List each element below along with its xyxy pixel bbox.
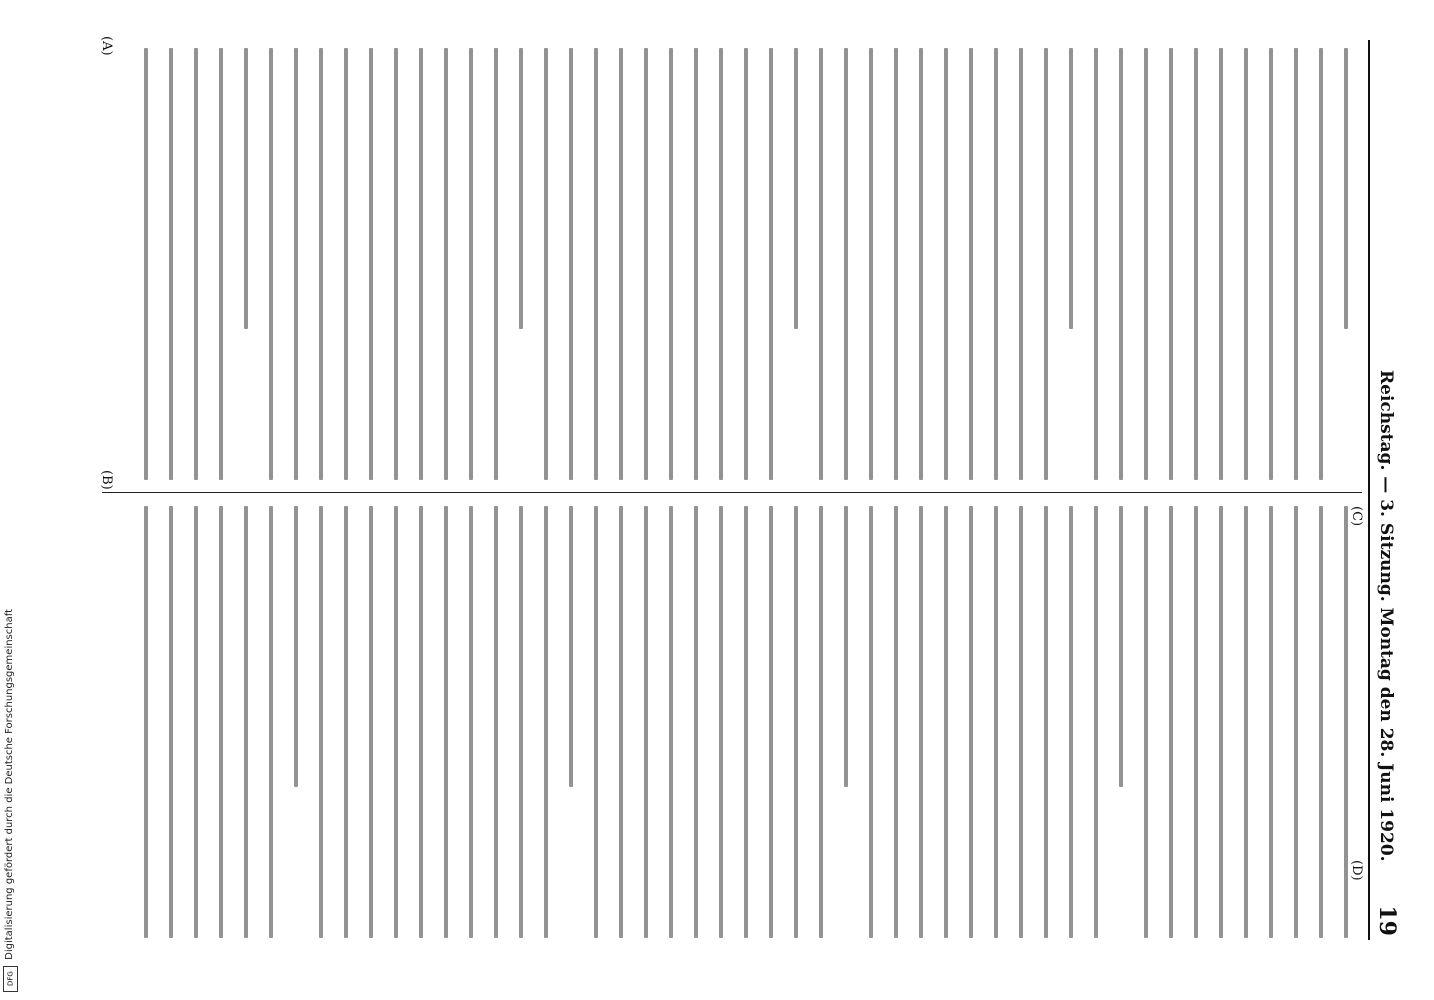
text-line-placeholder [444,48,448,480]
text-line-placeholder [219,506,223,938]
text-line-placeholder [719,506,723,938]
text-line-placeholder [994,506,998,938]
text-line-placeholder [369,48,373,480]
text-line-placeholder [694,506,698,938]
text-line-placeholder [294,48,298,480]
text-line-placeholder [269,506,273,938]
text-line-placeholder [1069,48,1073,329]
text-line-placeholder [1119,506,1123,787]
text-line-placeholder [394,506,398,938]
text-line-placeholder [719,48,723,480]
text-line-placeholder [344,506,348,938]
text-line-placeholder [269,48,273,480]
text-line-placeholder [169,506,173,938]
text-line-placeholder [619,506,623,938]
text-line-placeholder [144,506,148,938]
text-line-placeholder [219,48,223,480]
text-line-placeholder [794,506,798,938]
text-line-placeholder [1094,48,1098,480]
page-number: 19 [1374,905,1400,936]
margin-marker-a: (A) [99,36,114,56]
text-column-right [98,506,1348,938]
text-line-placeholder [494,48,498,480]
text-line-placeholder [694,48,698,480]
text-line-placeholder [1344,48,1348,329]
text-line-placeholder [969,48,973,480]
digitization-credit [0,0,22,1000]
text-line-placeholder [1319,48,1323,480]
margin-marker-b: (B) [99,470,114,490]
text-line-placeholder [244,48,248,329]
text-line-placeholder [469,48,473,480]
text-line-placeholder [344,48,348,480]
page-header [1368,40,1404,940]
text-line-placeholder [969,506,973,938]
text-line-placeholder [919,506,923,938]
text-line-placeholder [669,48,673,480]
text-line-placeholder [819,48,823,480]
text-line-placeholder [644,506,648,938]
text-line-placeholder [994,48,998,480]
text-line-placeholder [1019,48,1023,480]
text-line-placeholder [1294,506,1298,938]
scanned-page [84,36,1404,940]
text-line-placeholder [1194,48,1198,480]
text-line-placeholder [769,506,773,938]
text-line-placeholder [744,506,748,938]
text-line-placeholder [519,506,523,938]
text-line-placeholder [1269,48,1273,480]
text-line-placeholder [644,48,648,480]
text-line-placeholder [1294,48,1298,480]
text-line-placeholder [594,48,598,480]
text-column-left [98,48,1348,480]
text-line-placeholder [194,48,198,480]
text-line-placeholder [769,48,773,480]
text-line-placeholder [419,48,423,480]
text-line-placeholder [1119,48,1123,480]
text-line-placeholder [1319,506,1323,938]
text-line-placeholder [444,506,448,938]
text-line-placeholder [1094,506,1098,938]
text-line-placeholder [1244,506,1248,938]
text-line-placeholder [1144,506,1148,938]
text-line-placeholder [1219,506,1223,938]
text-line-placeholder [319,48,323,480]
text-line-placeholder [144,48,148,480]
text-line-placeholder [894,506,898,938]
text-line-placeholder [194,506,198,938]
text-line-placeholder [844,48,848,480]
text-line-placeholder [1069,506,1073,938]
text-line-placeholder [394,48,398,480]
column-divider [102,492,1362,493]
text-line-placeholder [919,48,923,480]
text-line-placeholder [1169,48,1173,480]
text-line-placeholder [1044,506,1048,938]
text-line-placeholder [244,506,248,938]
text-line-placeholder [569,506,573,787]
text-line-placeholder [944,48,948,480]
text-line-placeholder [1194,506,1198,938]
text-line-placeholder [369,506,373,938]
text-line-placeholder [1019,506,1023,938]
text-line-placeholder [844,506,848,787]
text-line-placeholder [669,506,673,938]
margin-marker-c: (C) [1349,506,1364,527]
text-line-placeholder [294,506,298,787]
text-line-placeholder [944,506,948,938]
margin-marker-d: (D) [1349,860,1364,881]
credit-text: Digitalisierung gefördert durch die Deutsche Forschungsgemeinschaft [4,609,15,960]
running-head: Reichstag. — 3. Sitzung. Montag den 28. Juni 1920. [1376,370,1396,862]
text-line-placeholder [894,48,898,480]
text-line-placeholder [569,48,573,480]
text-line-placeholder [594,506,598,938]
text-line-placeholder [869,506,873,938]
text-line-placeholder [519,48,523,329]
text-line-placeholder [544,48,548,480]
text-line-placeholder [1144,48,1148,480]
text-line-placeholder [1044,48,1048,480]
text-line-placeholder [744,48,748,480]
text-line-placeholder [544,506,548,938]
text-line-placeholder [869,48,873,480]
text-line-placeholder [1169,506,1173,938]
dfg-logo-icon: DFG [3,966,18,992]
text-line-placeholder [419,506,423,938]
text-line-placeholder [819,506,823,938]
text-line-placeholder [1269,506,1273,938]
text-line-placeholder [1244,48,1248,480]
text-line-placeholder [619,48,623,480]
text-line-placeholder [1219,48,1223,480]
text-line-placeholder [494,506,498,938]
text-line-placeholder [794,48,798,329]
text-line-placeholder [319,506,323,938]
text-line-placeholder [469,506,473,938]
text-line-placeholder [1344,506,1348,938]
text-line-placeholder [169,48,173,480]
